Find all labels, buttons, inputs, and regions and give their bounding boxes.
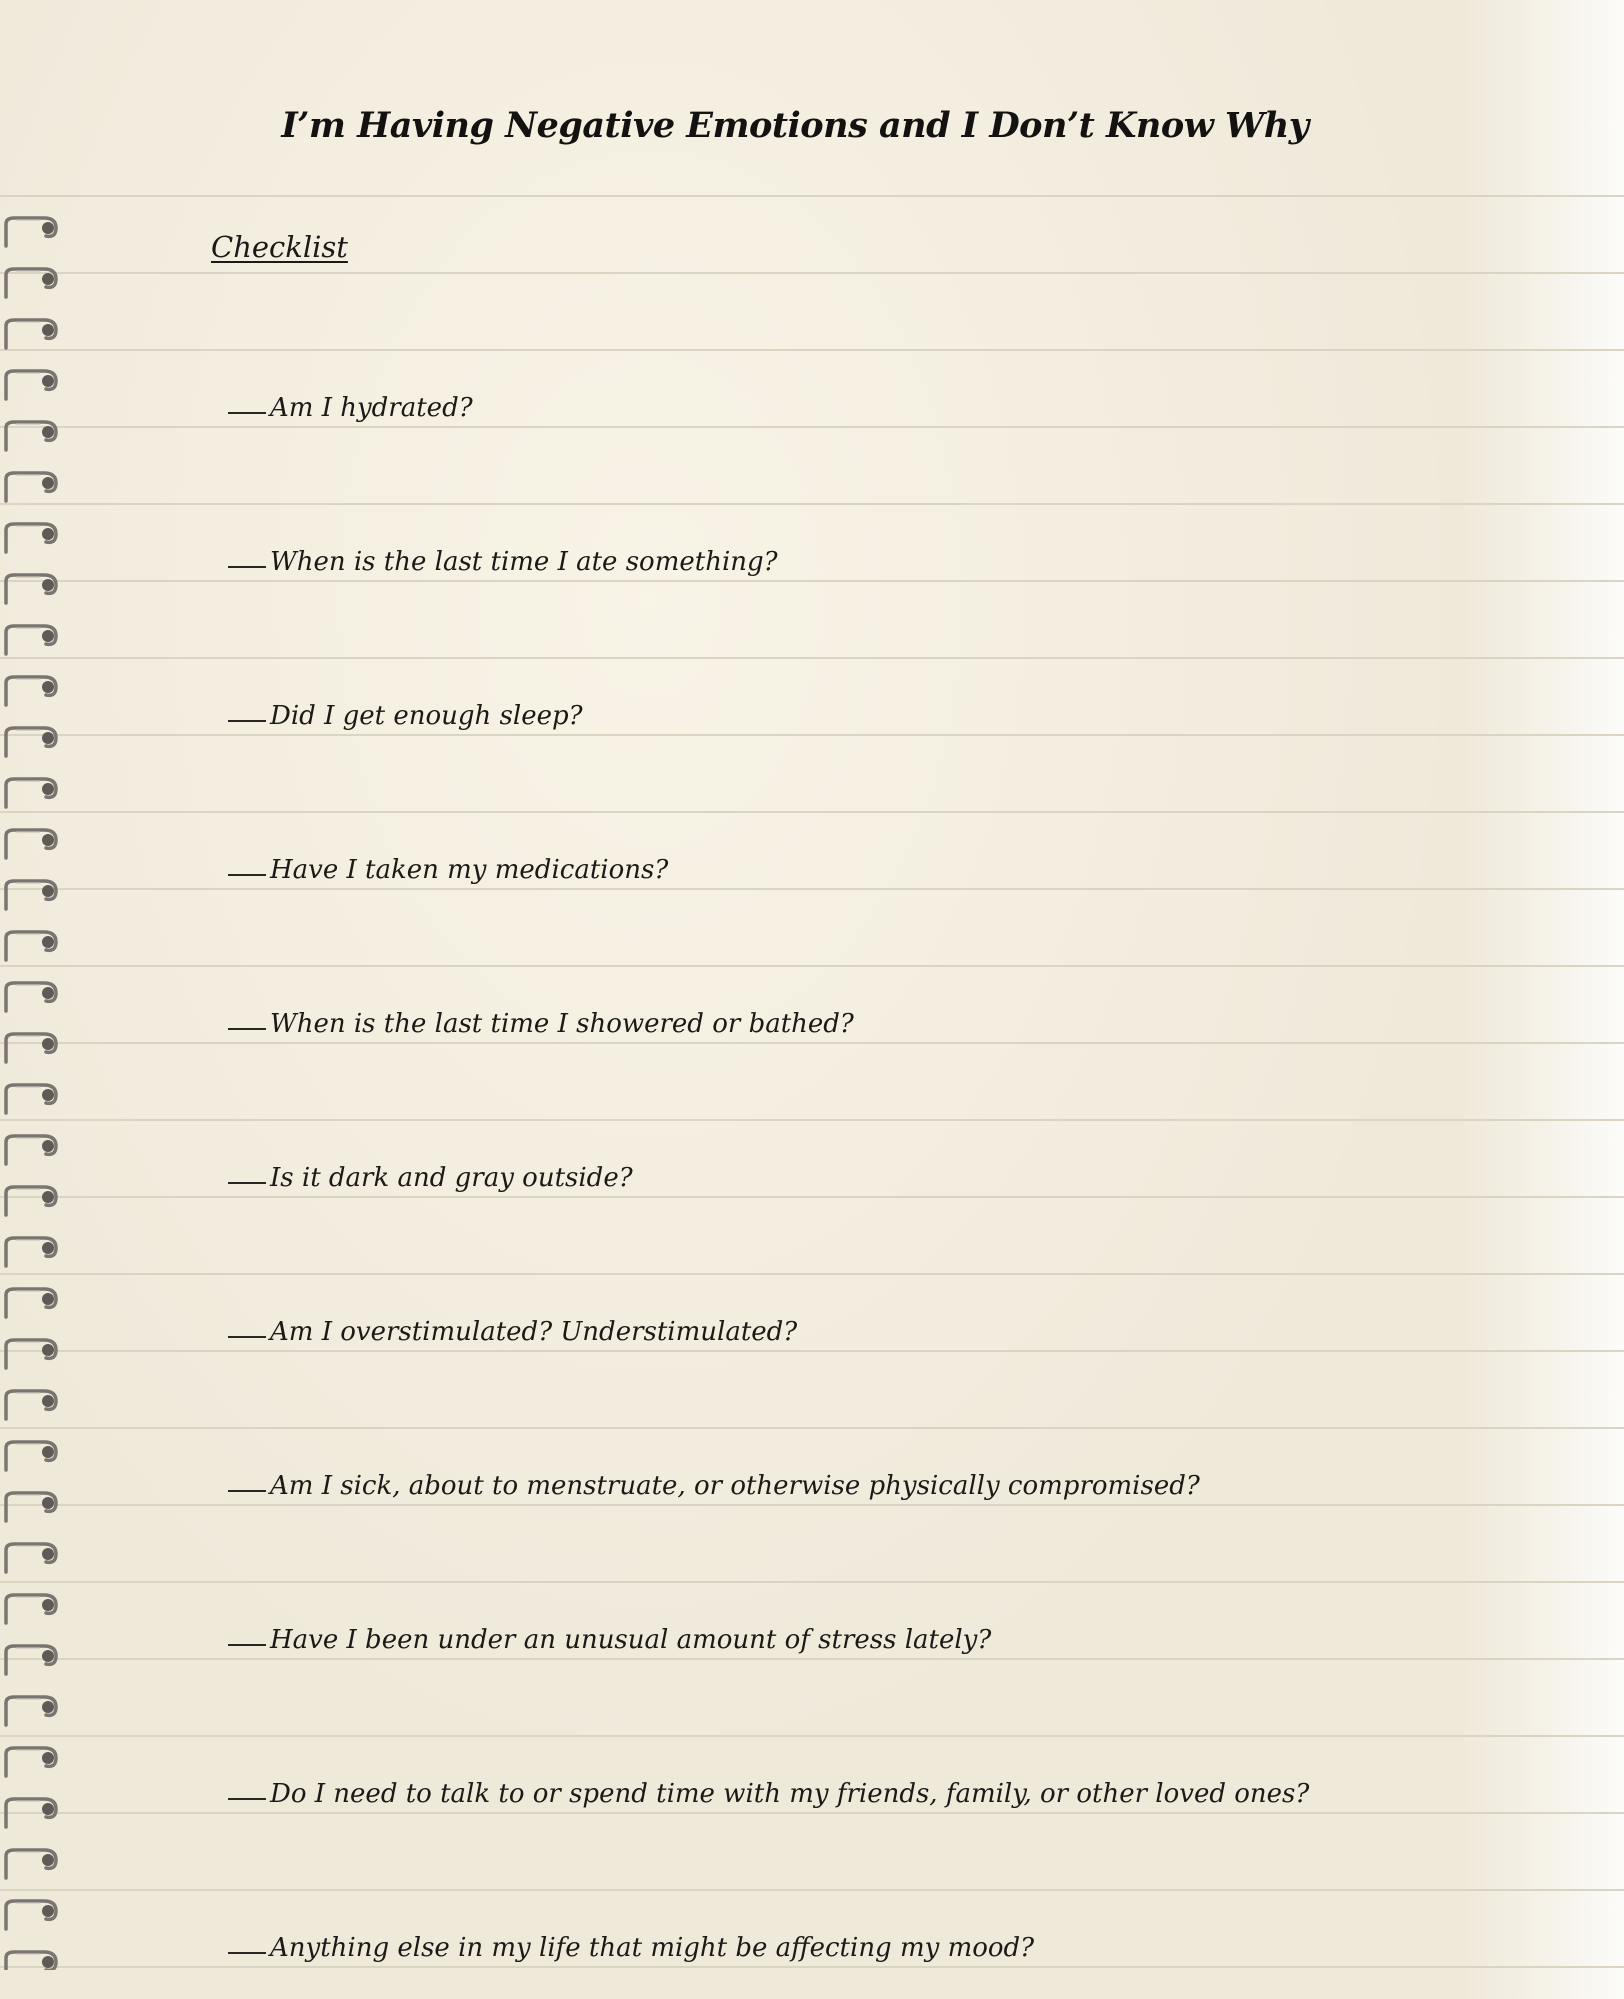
spiral-coil [6, 1289, 56, 1317]
spiral-coil [6, 524, 56, 552]
ruled-line [0, 580, 1624, 582]
ruled-line [0, 734, 1624, 736]
ruled-line [0, 657, 1624, 659]
spiral-coil [6, 1340, 56, 1368]
spiral-coil [6, 1391, 56, 1419]
checklist-item[interactable] [228, 1625, 991, 1655]
spiral-coil [6, 1799, 56, 1827]
checklist-item-text: Did I get enough sleep? [270, 701, 583, 731]
checklist-item-text: Do I need to talk to or spend time with my friends, family, or other loved ones? [270, 1779, 1310, 1809]
checkbox-blank[interactable] [228, 720, 266, 722]
checkbox-blank[interactable] [228, 566, 266, 568]
checkbox-blank[interactable] [228, 1798, 266, 1800]
checklist-item-text: Have I taken my medications? [270, 855, 669, 885]
spiral-coil [6, 1544, 56, 1572]
spiral-coil [6, 1493, 56, 1521]
checkbox-blank[interactable] [228, 412, 266, 414]
ruled-line [0, 272, 1624, 274]
ruled-line [0, 1350, 1624, 1352]
ruled-line [0, 888, 1624, 890]
ruled-line [0, 1735, 1624, 1737]
spiral-coil [6, 932, 56, 960]
spiral-coil [6, 1901, 56, 1929]
checklist-item[interactable] [228, 1163, 633, 1193]
checklist-item[interactable] [228, 1933, 1034, 1963]
checkbox-blank[interactable] [228, 1490, 266, 1492]
ruled-line [0, 426, 1624, 428]
spiral-coil [6, 1646, 56, 1674]
checklist-item-text: Anything else in my life that might be affecting my mood? [270, 1933, 1035, 1963]
page-title: I’m Having Negative Emotions and I Don’t Know Why [281, 105, 1309, 146]
spiral-coil [6, 269, 56, 297]
checkbox-blank[interactable] [228, 1182, 266, 1184]
checkbox-blank[interactable] [228, 1644, 266, 1646]
spiral-coil [6, 218, 56, 246]
spiral-coil [6, 371, 56, 399]
checklist-item[interactable] [228, 1471, 1200, 1501]
spiral-coil [6, 320, 56, 348]
spiral-coil [6, 1697, 56, 1725]
ruled-line [0, 349, 1624, 351]
spiral-coil [6, 677, 56, 705]
checklist-item[interactable] [228, 393, 473, 423]
spiral-coil [6, 1238, 56, 1266]
ruled-line [0, 1427, 1624, 1429]
section-heading-checklist: Checklist [211, 230, 348, 264]
ruled-line [0, 1966, 1624, 1968]
checklist-item[interactable] [228, 1779, 1309, 1809]
ruled-line [0, 1889, 1624, 1891]
checklist-item-text: When is the last time I ate something? [270, 547, 778, 577]
spiral-coil [6, 830, 56, 858]
spiral-coil [6, 728, 56, 756]
checklist-item[interactable] [228, 547, 778, 577]
spiral-coil [6, 422, 56, 450]
spiral-binding [0, 210, 70, 1970]
checklist-item-text: Have I been under an unusual amount of stress lately? [270, 1625, 992, 1655]
checklist-item[interactable] [228, 1009, 854, 1039]
checklist-item-text: Am I hydrated? [270, 393, 473, 423]
checklist-item-text: Am I sick, about to menstruate, or otherwise physically compromised? [270, 1471, 1200, 1501]
spiral-coil [6, 1952, 56, 1970]
checklist-item[interactable] [228, 1317, 797, 1347]
ruled-line [0, 965, 1624, 967]
spiral-coil [6, 983, 56, 1011]
ruled-line [0, 811, 1624, 813]
spiral-coil [6, 1595, 56, 1623]
spiral-coil [6, 1034, 56, 1062]
checklist-item[interactable] [228, 855, 668, 885]
ruled-line [0, 1196, 1624, 1198]
checkbox-blank[interactable] [228, 874, 266, 876]
ruled-line [0, 1273, 1624, 1275]
checkbox-blank[interactable] [228, 1336, 266, 1338]
ruled-line [0, 1042, 1624, 1044]
checklist-item-text: Am I overstimulated? Understimulated? [270, 1317, 798, 1347]
checkbox-blank[interactable] [228, 1028, 266, 1030]
ruled-line [0, 503, 1624, 505]
ruled-line [0, 1119, 1624, 1121]
spiral-coil [6, 575, 56, 603]
spiral-coil [6, 1187, 56, 1215]
ruled-line [0, 195, 1624, 197]
ruled-line [0, 1581, 1624, 1583]
spiral-coil [6, 1085, 56, 1113]
spiral-coil [6, 779, 56, 807]
spiral-coil [6, 1748, 56, 1776]
ruled-line [0, 1658, 1624, 1660]
checklist-item[interactable] [228, 701, 583, 731]
ruled-line [0, 1504, 1624, 1506]
checkbox-blank[interactable] [228, 1952, 266, 1954]
spiral-coil [6, 473, 56, 501]
spiral-coil [6, 1442, 56, 1470]
spiral-coil [6, 881, 56, 909]
ruled-line [0, 1812, 1624, 1814]
spiral-coil [6, 626, 56, 654]
checklist-item-text: Is it dark and gray outside? [270, 1163, 633, 1193]
spiral-coil [6, 1136, 56, 1164]
checklist-item-text: When is the last time I showered or bathed? [270, 1009, 854, 1039]
spiral-coil [6, 1850, 56, 1878]
